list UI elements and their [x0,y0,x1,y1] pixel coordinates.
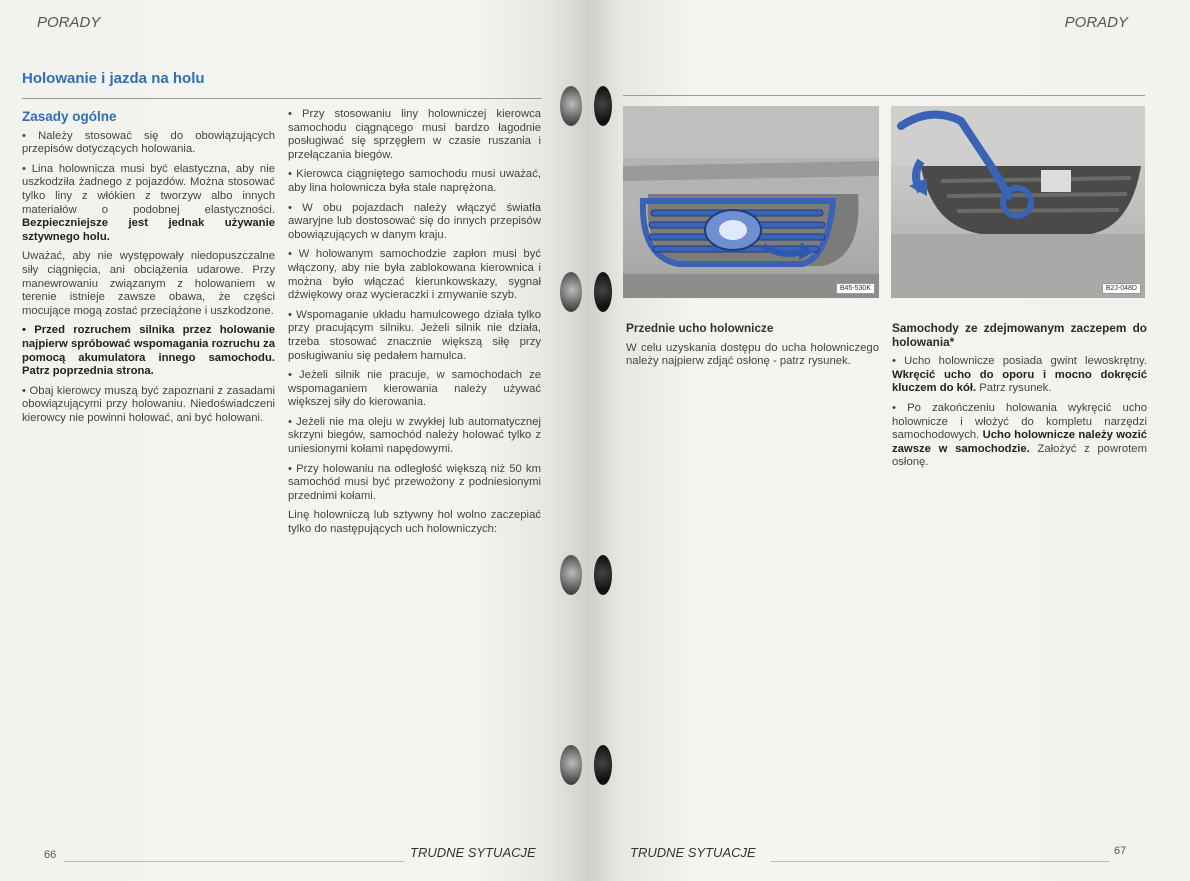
footer-rule-left [64,861,404,862]
footer-right: TRUDNE SYTUACJE [630,845,756,860]
footer-left: TRUDNE SYTUACJE [410,845,536,860]
right-header: PORADY [1064,14,1128,31]
binder-ring [560,745,582,785]
right-page [590,0,1190,881]
top-rule-right [623,95,1145,96]
grille-svg [623,106,879,298]
paragraph: • Lina holownicza musi być elastyczna, aby nie uszkodziła żadnego z pojazdów. Można stosować tylko liny z włókien z tworzyw albo innych materiałów o podobnej elastyczności. Bezpieczniejsze jest jednak używanie sztywnego holu. [22,162,275,243]
paragraph: • Kierowca ciągniętego samochodu musi uważać, aby lina holownicza była stale naprężona. [288,168,541,194]
paragraph: • Przy holowaniu na odległość większą niż 50 km samochód musi być przewożony z podniesionymi przednimi kołami. [288,462,541,502]
right-column-1 [626,322,879,375]
caption-title: Przednie ucho holownicze [626,321,774,335]
binder-hole [594,86,612,126]
binder-hole [594,745,612,785]
front-grille-illustration [623,106,879,298]
footer-rule-right [770,861,1110,862]
left-page [0,0,590,881]
binder-hole [594,272,612,312]
section-title: Holowanie i jazda na holu [22,70,205,87]
paragraph: Uważać, aby nie występowały niedopuszczalne siły ciągnięcia, ani obciążenia udarowe. Przy manewrowaniu związanym z holowaniem w terenie istnieje zawsze obawa, że części mocujące mogą zostać przeciążone i uszkodzone. [22,250,275,317]
paragraph: • Należy stosować się do obowiązujących przepisów dotyczących holowania. [22,129,275,156]
binder-hole [594,555,612,595]
left-column-2 [288,108,541,543]
paragraph: Linę holowniczą lub sztywny hol wolno zaczepiać tylko do następujących uch holowniczych: [288,509,541,536]
tow-eye-svg [891,106,1145,298]
paragraph: • Wspomaganie układu hamulcowego działa tylko przy pracującym silniku. Jeżeli silnik nie działa, trzeba stosować znacznie większą siłę przy posługiwaniu się pedałem hamulca. [288,308,541,362]
image-code: B45-530K [836,283,875,294]
paragraph: • Ucho holownicze posiada gwint lewoskrętny. Wkręcić ucho do oporu i mocno dokręcić kluczem do kół. Patrz rysunek. [892,355,1147,395]
paragraph: • Jeżeli silnik nie pracuje, w samochodach ze wspomaganiem kierowania należy używać większej siły do kierowania. [288,369,541,409]
binder-ring [560,86,582,126]
caption-title: Samochody ze zdejmowanym zaczepem do holowania* [892,321,1147,349]
paragraph: • W holowanym samochodzie zapłon musi być włączony, aby nie była zablokowana kierownica i można było włączać kierunkowskazy, sygnał dźwiękowy oraz wycieraczki i zmywanie szyb. [288,248,541,302]
binder-ring [560,555,582,595]
paragraph: • Po zakończeniu holowania wykręcić ucho holownicze i włożyć do kompletu narzędzi samochodowych. Ucho holownicze należy wozić zawsze w samochodzie. Założyć z powrotem osłonę. [892,401,1148,469]
paragraph: • Obaj kierowcy muszą być zapoznani z zasadami obowiązującymi przy holowaniu. Niedoświadczeni kierowcy nie powinni holować, ani być holowani. [22,384,275,424]
paragraph: W celu uzyskania dostępu do ucha holowniczego należy najpierw zdjąć osłonę - patrz rysunek. [626,341,879,368]
page-number-right: 67 [1114,845,1127,857]
paragraph: • Przed rozruchem silnika przez holowanie najpierw spróbować wspomagania rozruchu za pomocą akumulatora innego samochodu. Patrz poprzednia strona. [22,324,275,378]
tow-eye-illustration [891,106,1145,298]
image-code: B2J-048D [1102,283,1141,294]
paragraph: • W obu pojazdach należy włączyć światła awaryjne lub dostosować się do innych przepisów obowiązujących w danym kraju. [288,201,541,241]
paragraph: • Przy stosowaniu liny holowniczej kierowca samochodu ciągnącego musi bardzo łagodnie posługiwać się sprzęgłem w czasie ruszania i przełączania biegów. [288,108,541,161]
left-column-1 [22,110,275,431]
section-rule [22,98,542,99]
binder-ring [560,272,582,312]
right-column-2 [892,322,1147,476]
page-number-left: 66 [44,849,57,861]
paragraph: • Jeżeli nie ma oleju w zwykłej lub automatycznej skrzyni biegów, samochód należy holować tylko z uniesionymi kołami napędowymi. [288,415,541,456]
left-header: PORADY [37,14,101,31]
subsection-title: Zasady ogólne [22,109,117,124]
